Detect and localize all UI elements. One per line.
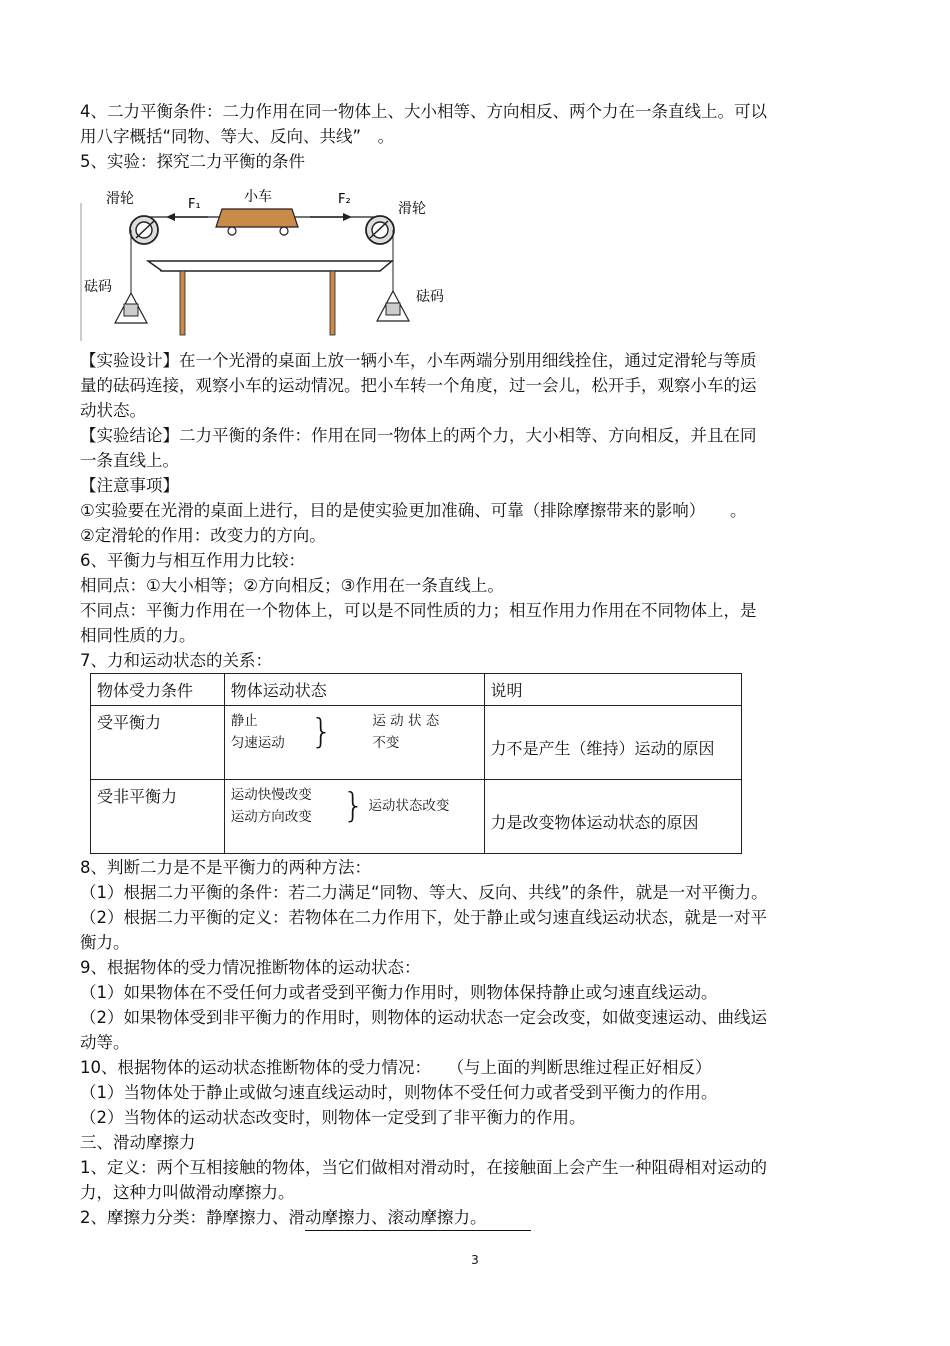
state-direction-change: 运动方向改变 [230, 809, 312, 825]
text-line: （2）当物体的运动状态改变时，则物体一定受到了非平衡力的作用。 [80, 1108, 586, 1127]
table-header-cell: 说明 [484, 674, 742, 706]
text-line: 【注意事项】 [80, 476, 179, 495]
text-line: 一条直线上。 [80, 451, 179, 470]
text-line: 1、定义：两个互相接触的物体，当它们做相对滑动时，在接触面上会产生一种阻碍相对运动的 [80, 1158, 767, 1177]
table-header-cell: 物体运动状态 [224, 674, 484, 706]
text-line: （1）如果物体在不受任何力或者受到平衡力作用时，则物体保持静止或匀速直线运动。 [80, 983, 718, 1002]
underlined-text: 动摩擦力、滚动摩擦力。 [305, 1206, 531, 1231]
text-line: （2）根据二力平衡的定义：若物体在二力作用下，处于静止或匀速直线运动状态，就是一对平 [80, 908, 767, 927]
label-f1: F₁ [188, 197, 201, 212]
text-line: 不同点：平衡力作用在一个物体上，可以是不同性质的力；相互作用力作用在不同物体上，是 [80, 601, 757, 620]
text-line: 动状态。 [80, 401, 146, 420]
table-cell [484, 706, 742, 780]
section-heading: 9、根据物体的受力情况推断物体的运动状态： [80, 958, 421, 977]
table-row [91, 706, 742, 780]
section-heading: 7、力和运动状态的关系： [80, 651, 272, 670]
text-line: ②定滑轮的作用：改变力的方向。 [80, 526, 326, 545]
text-line: 【实验结论】二力平衡的条件：作用在同一物体上的两个力，大小相等、方向相反，并且在同 [80, 426, 757, 445]
text-line: 用八字概括“同物、等大、反向、共线” 。 [80, 127, 395, 146]
section-heading: 10、根据物体的运动状态推断物体的受力情况： （与上面的判断思维过程正好相反） [80, 1058, 712, 1077]
label-cart: 小车 [244, 189, 272, 205]
state-speed-change: 运动快慢改变 [230, 787, 312, 803]
table-header-row [91, 674, 742, 706]
table-leg [180, 271, 185, 335]
section-heading: 三、滑动摩擦力 [80, 1133, 196, 1152]
text-line: （1）当物体处于静止或做匀速直线运动时，则物体不受任何力或者受到平衡力的作用。 [80, 1083, 718, 1102]
weight-right [377, 291, 409, 321]
text-line: （2）如果物体受到非平衡力的作用时，则物体的运动状态一定会改变，如做变速运动、曲线运 [80, 1008, 767, 1027]
text-line: ①实验要在光滑的桌面上进行，目的是使实验更加准确、可靠（排除摩擦带来的影响） 。 [80, 501, 747, 520]
label-weight-right: 砝码 [416, 289, 444, 305]
table-header-cell: 物体受力条件 [91, 674, 225, 706]
text-line: （1）根据二力平衡的条件：若二力满足“同物、等大、反向、共线”的条件，就是一对平衡力。 [80, 883, 768, 902]
section-heading: 5、实验：探究二力平衡的条件 [80, 152, 305, 171]
table-cell: 受非平衡力 [91, 780, 225, 854]
table-top [148, 261, 392, 271]
table-cell-state [224, 780, 484, 854]
text-span: 2、摩擦力分类：静摩擦力、滑 [80, 1208, 305, 1227]
table-cell-state [224, 706, 484, 780]
result-text: 运动状态改变 [368, 798, 450, 814]
section-heading: 8、判断二力是不是平衡力的两种方法： [80, 858, 371, 877]
text-line [80, 1206, 531, 1231]
result-text: 运 动 状 态 [372, 713, 440, 729]
text-line: 相同性质的力。 [80, 626, 196, 645]
label-f2: F₂ [338, 192, 351, 207]
text-line: 力，这种力叫做滑动摩擦力。 [80, 1183, 295, 1202]
label-weight-left: 砝码 [84, 279, 112, 295]
page-number: 3 [471, 1253, 479, 1267]
table-cell: 受平衡力 [91, 706, 225, 780]
label-pulley-left: 滑轮 [106, 191, 134, 207]
brace-icon: } [342, 786, 365, 826]
text-line: 衡力。 [80, 933, 130, 952]
section-heading: 6、平衡力与相互作用力比较： [80, 551, 305, 570]
note-text: 力是改变物体运动状态的原因 [490, 813, 699, 832]
text-line: 量的砝码连接，观察小车的运动情况。把小车转一个角度，过一会儿，松开手，观察小车的运 [80, 376, 757, 395]
pulley-right [366, 216, 394, 244]
text-line: 【实验设计】在一个光滑的桌面上放一辆小车，小车两端分别用细线拴住，通过定滑轮与等质 [80, 351, 757, 370]
table-cell [484, 780, 742, 854]
state-static: 静止 [230, 713, 258, 729]
table-row [91, 780, 742, 854]
result-text: 不变 [372, 735, 400, 751]
brace-icon: } [310, 712, 333, 752]
experiment-diagram [80, 183, 460, 341]
cart [216, 209, 298, 235]
text-line: 相同点：①大小相等；②方向相反；③作用在一条直线上。 [80, 576, 504, 595]
table-leg [330, 271, 335, 335]
weight-left [115, 293, 147, 323]
label-pulley-right: 滑轮 [398, 201, 426, 217]
note-text: 力不是产生（维持）运动的原因 [490, 739, 715, 758]
text-line: 动等。 [80, 1033, 130, 1052]
pulley-left [130, 216, 158, 244]
text-line: 4、二力平衡条件：二力作用在同一物体上、大小相等、方向相反、两个力在一条直线上。可以 [80, 102, 767, 121]
state-uniform: 匀速运动 [230, 735, 285, 751]
force-motion-table [90, 673, 742, 854]
